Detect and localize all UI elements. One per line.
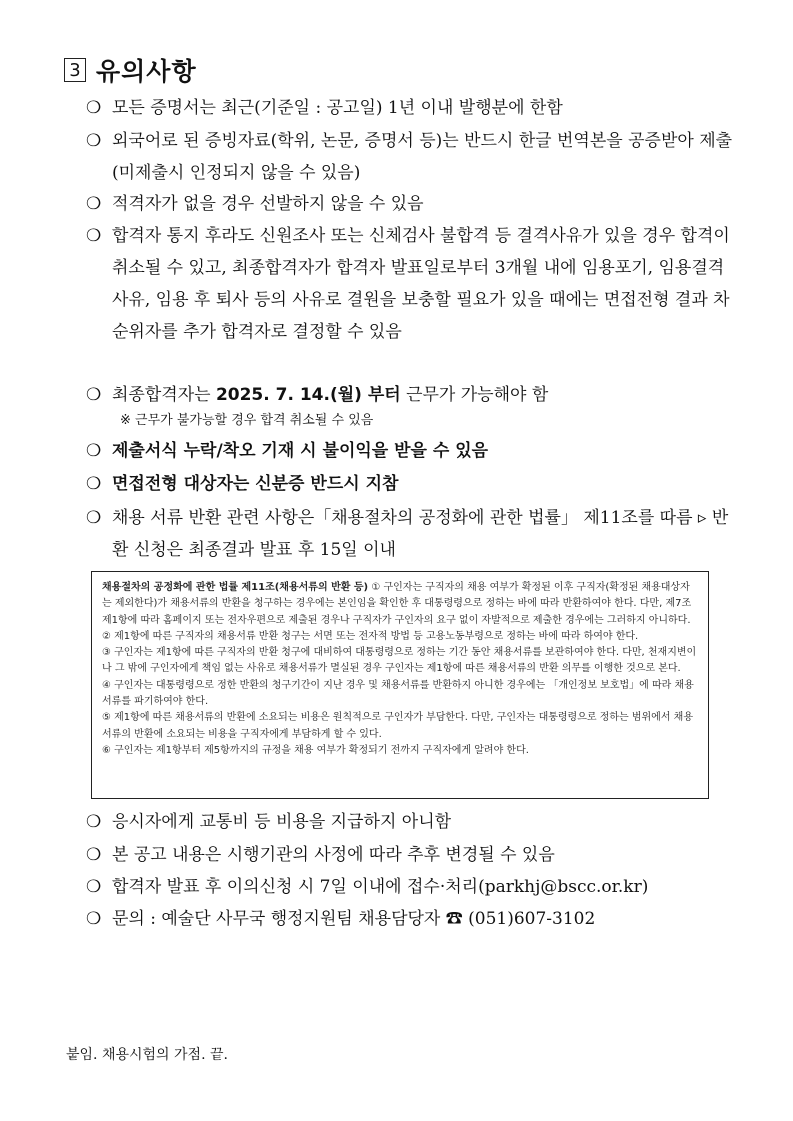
list-item-text: [112, 379, 736, 411]
list-item: [86, 188, 736, 220]
list-item-text-bold: 면접전형 대상자는 신분증 반드시 지참: [112, 474, 399, 494]
section-heading: [64, 52, 197, 88]
circle-bullet-icon: ❍: [86, 441, 102, 461]
list-item: [86, 871, 736, 903]
note-text: ※ 근무가 불가능할 경우 합격 취소될 수 있음: [120, 413, 374, 428]
circle-bullet-icon: ❍: [86, 508, 102, 528]
law-excerpt-box: [91, 571, 709, 799]
list-item-suffix: 근무가 가능해야 함: [400, 385, 549, 405]
list-item-text: 응시자에게 교통비 등 비용을 지급하지 아니함: [112, 812, 452, 832]
list-item: [86, 468, 736, 500]
list-item-text: 적격자가 없을 경우 선발하지 않을 수 있음: [112, 194, 424, 214]
circle-bullet-icon: ❍: [86, 385, 102, 405]
list-item: [86, 435, 736, 467]
law-paragraph-6: ⑥ 구인자는 제1항부터 제5항까지의 규정을 채용 여부가 확정되기 전까지 구직자에게 알려야 한다.: [102, 744, 529, 756]
section-title: 유의사항: [96, 57, 197, 86]
circle-bullet-icon: ❍: [86, 812, 102, 832]
start-date-emphasis: 2025. 7. 14.(월) 부터: [215, 385, 401, 405]
list-item-text: 채용 서류 반환 관련 사항은「채용절차의 공정화에 관한 법률」 제11조를 따름 ▹ 반환 신청은 최종결과 발표 후 15일 이내: [112, 508, 729, 560]
list-item: [86, 903, 736, 935]
list-item-text: 외국어로 된 증빙자료(학위, 논문, 증명서 등)는 반드시 한글 번역본을 공증받아 제출(미제출시 인정되지 않을 수 있음): [112, 131, 733, 183]
circle-bullet-icon: ❍: [86, 845, 102, 865]
footer-attachment-note: 붙임. 채용시험의 가점. 끝.: [66, 1047, 228, 1063]
list-item-text-bold: 제출서식 누락/착오 기재 시 불이익을 받을 수 있음: [112, 441, 489, 461]
circle-bullet-icon: ❍: [86, 98, 102, 118]
list-item: [86, 220, 736, 348]
circle-bullet-icon: ❍: [86, 877, 102, 897]
list-item: [86, 379, 736, 411]
law-paragraph-2: ② 제1항에 따른 구직자의 채용서류 반환 청구는 서면 또는 전자적 방법 등 고용노동부령으로 정하는 바에 따라 하여야 한다.: [102, 630, 639, 642]
circle-bullet-icon: ❍: [86, 131, 102, 151]
list-item: [86, 839, 736, 871]
list-item: [86, 125, 736, 189]
list-item-text: 본 공고 내용은 시행기관의 사정에 따라 추후 변경될 수 있음: [112, 845, 555, 865]
circle-bullet-icon: ❍: [86, 909, 102, 929]
law-paragraph-5: ⑤ 제1항에 따른 채용서류의 반환에 소요되는 비용은 원칙적으로 구인자가 부담한다. 다만, 구인자는 대통령령으로 정하는 범위에서 채용서류의 반환에 소요되는 비용을 구직자에게 부담하게 할 수 있다.: [102, 712, 694, 740]
circle-bullet-icon: ❍: [86, 474, 102, 494]
law-paragraph-3: ③ 구인자는 제1항에 따른 구직자의 반환 청구에 대비하여 대통령령으로 정하는 기간 동안 채용서류를 보관하여야 한다. 다만, 천재지변이나 그 밖에 구인자에게 책임 없는 사유로 채용서류가 멸실된 경우 구인자는 제1항에 따른 채용서류의 반환 의무를 이행한 것으로 본다.: [102, 647, 697, 675]
list-item-text: 모든 증명서는 최근(기준일 : 공고일) 1년 이내 발행분에 한함: [112, 98, 563, 118]
list-item: [86, 92, 736, 124]
list-item-text: 합격자 통지 후라도 신원조사 또는 신체검사 불합격 등 결격사유가 있을 경우 합격이 취소될 수 있고, 최종합격자가 합격자 발표일로부터 3개월 내에 임용포기, 임용결격사유, 임용 후 퇴사 등의 사유로 결원을 보충할 필요가 있을 때에는 면접전형 결과 차순위자를 추가 합격자로 결정할 수 있음: [112, 226, 730, 342]
law-paragraph-1: ① 구인자는 구직자의 채용 여부가 확정된 이후 구직자(확정된 채용대상자는 제외한다)가 채용서류의 반환을 청구하는 경우에는 본인임을 확인한 후 대통령령으로 정하는 바에 따라 반환하여야 한다. 다만, 제7조제1항에 따라 홈페이지 또는 전자우편으로 제출된 경우나 구직자가 구인자의 요구 없이 자발적으로 제출한 경우에는 그러하지 아니하다.: [102, 582, 692, 626]
section-number: 3: [64, 58, 86, 82]
list-item: [86, 502, 736, 566]
law-paragraph-4: ④ 구인자는 대통령령으로 정한 반환의 청구기간이 지난 경우 및 채용서류를 반환하지 아니한 경우에는 「개인정보 보호법」에 따라 채용서류를 파기하여야 한다.: [102, 679, 694, 708]
law-heading: 채용절차의 공정화에 관한 법률 제11조(채용서류의 반환 등): [102, 582, 369, 593]
circle-bullet-icon: ❍: [86, 226, 102, 246]
contact-text: 문의 : 예술단 사무국 행정지원팀 채용담당자 ☎ (051)607-3102: [112, 909, 596, 929]
list-item-prefix: 최종합격자는: [112, 385, 216, 405]
circle-bullet-icon: ❍: [86, 194, 102, 214]
list-item-text: 합격자 발표 후 이의신청 시 7일 이내에 접수·처리(parkhj@bscc.or.kr): [112, 877, 649, 897]
list-item: [86, 806, 736, 838]
